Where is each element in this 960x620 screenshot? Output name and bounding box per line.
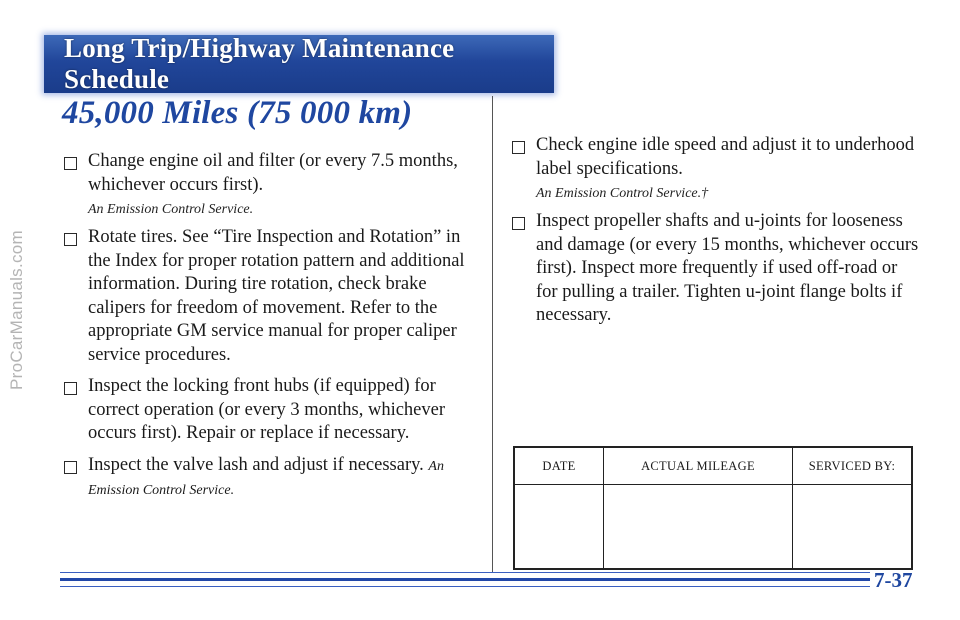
- mileage-heading: 45,000 Miles (75 000 km): [62, 95, 413, 131]
- item-text: Change engine oil and filter (or every 7.5 months, whichever occurs first).: [88, 151, 458, 195]
- checklist-item: [510, 134, 920, 204]
- item-text: Inspect the locking front hubs (if equipped) for correct operation (or every 3 months, whichever occurs first). Repair or replace if necessary.: [88, 376, 446, 443]
- checklist-item: [62, 375, 480, 446]
- checklist-item: [62, 150, 480, 220]
- date-cell[interactable]: [514, 485, 604, 570]
- checklist-item: [62, 226, 480, 367]
- checklist-item: [62, 454, 480, 503]
- checkbox-icon: [64, 157, 77, 170]
- footer-rule: [60, 572, 870, 573]
- item-text: Check engine idle speed and adjust it to underhood label specifications.: [536, 135, 915, 179]
- item-text: Rotate tires. See “Tire Inspection and Rotation” in the Index for proper rotation pattern and additional information. During tire rotation, check brake calipers for freedom of movement. Refer to the appropriate GM service manual for proper caliper service procedures.: [88, 227, 465, 365]
- emission-note: An Emission Control Service.: [88, 202, 254, 217]
- section-banner: [44, 35, 554, 93]
- checklist-item: [510, 210, 920, 328]
- service-record-table: [513, 446, 913, 570]
- item-text: [88, 454, 480, 503]
- column-header-date: DATE: [514, 447, 604, 485]
- page-number: 7-37: [874, 568, 913, 592]
- checkbox-icon: [64, 382, 77, 395]
- column-divider: [492, 96, 493, 573]
- checkbox-icon: [512, 141, 525, 154]
- emission-note: An Emission Control Service.: [88, 458, 444, 498]
- footer-rule: [60, 586, 870, 587]
- left-column: [62, 150, 480, 505]
- column-header-mileage: ACTUAL MILEAGE: [604, 447, 793, 485]
- item-text: Inspect propeller shafts and u-joints for looseness and damage (or every 15 months, whichever occurs first). Inspect more frequently if used off-road or for pulling a trailer. Tighten u-joint flange bolts if necessary.: [536, 211, 919, 325]
- banner-title: Long Trip/Highway Maintenance Schedule: [64, 33, 455, 94]
- right-column: [510, 134, 920, 330]
- watermark-text: ProCarManuals.com: [7, 229, 27, 391]
- checkbox-icon: [64, 461, 77, 474]
- emission-note: An Emission Control Service.†: [536, 186, 709, 201]
- serviced-by-cell[interactable]: [793, 485, 913, 570]
- watermark: [2, 0, 32, 620]
- mileage-cell[interactable]: [604, 485, 793, 570]
- column-header-serviced-by: SERVICED BY:: [793, 447, 913, 485]
- footer-rule: [60, 578, 870, 581]
- checkbox-icon: [512, 217, 525, 230]
- item-text-main: Inspect the valve lash and adjust if necessary.: [88, 454, 424, 475]
- checkbox-icon: [64, 233, 77, 246]
